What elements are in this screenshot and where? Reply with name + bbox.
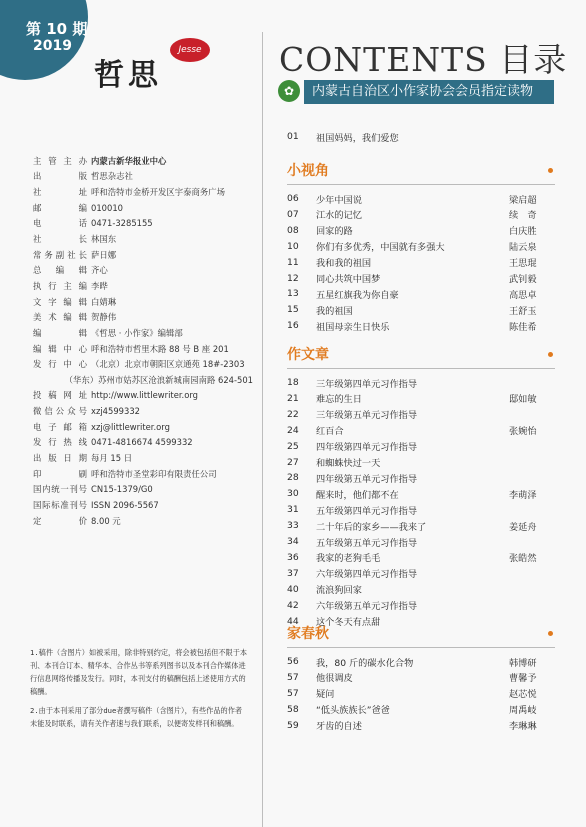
info-row [33,231,253,247]
toc-entry[interactable] [287,207,555,222]
toc-entry[interactable] [287,470,555,485]
info-value: 呼和浩特市金桥开发区宇泰商务广场 [91,187,225,198]
toc-author: 李萌泽 [509,489,537,501]
toc-page-number: 58 [287,703,299,715]
info-value: （北京）北京市朝阳区京通苑 18#-2303 [91,359,245,370]
toc-title: 六年级第五单元习作指导 [316,601,418,613]
toc-page-number: 06 [287,193,299,204]
info-label: 美术编辑 [33,312,87,323]
info-row [33,513,253,529]
toc-title: 五年级第四单元习作指导 [316,505,418,517]
toc-title: 二十年后的家乡——我来了 [316,521,427,533]
toc-page-number: 13 [287,288,299,300]
info-row [33,309,253,325]
info-value: 内蒙古新华报业中心 [91,155,167,166]
toc-entry[interactable] [287,129,555,144]
leaf-icon: ✿ [278,80,300,102]
toc-page-number: 57 [287,687,299,699]
toc-entry[interactable] [287,439,555,454]
toc-author: 张婉怡 [509,426,537,438]
toc-entry[interactable] [287,423,555,438]
toc-page-number: 31 [287,504,299,516]
toc-title: 回家的路 [316,226,353,238]
toc-author: 曹馨予 [509,673,537,685]
toc-author: 高思卓 [509,289,537,301]
info-label: 发行中心 [33,359,87,370]
toc-page-number: 15 [287,304,299,316]
info-row [33,341,253,357]
info-row [33,262,253,278]
info-value: 呼和浩特市哲里木路 88 号 B 座 201 [91,343,229,354]
toc-title: 五星红旗我为你自豪 [316,289,399,301]
info-row [33,356,253,372]
info-value: 010010 [91,202,123,213]
copyright-notes [30,646,248,736]
toc-page-number: 36 [287,551,299,563]
toc-title: 流浪狗回家 [316,585,362,597]
toc-title: 疑问 [316,689,335,701]
toc-title: 醒来时，他们都不在 [316,489,399,501]
toc-page-number: 12 [287,272,299,284]
info-row [33,466,253,482]
info-label: 微信公众号 [33,406,87,417]
toc-title: 我家的老狗毛毛 [316,553,381,565]
toc-entry[interactable] [287,318,555,333]
toc-page-number: 27 [287,456,299,468]
toc-author: 张皓然 [509,553,537,565]
toc-title: 红百合 [316,426,344,438]
toc-title: 难忘的生日 [316,394,362,406]
toc-entry[interactable] [287,598,555,613]
info-value: 贺静伟 [91,312,117,323]
toc-page-number: 59 [287,719,299,731]
toc-page-number: 56 [287,656,299,667]
toc-page-number: 11 [287,256,299,268]
toc-entry[interactable] [287,223,555,238]
toc-entry[interactable] [287,486,555,501]
info-row [33,247,253,263]
toc-page-number: 21 [287,392,299,404]
info-row [33,153,253,169]
info-label: 邮编 [33,202,87,213]
toc-entry[interactable] [287,582,555,597]
info-value: 《哲思 · 小作家》编辑部 [91,327,183,338]
info-label: 发行热线 [33,437,87,448]
info-row [33,403,253,419]
info-value: CN15-1379/G0 [91,484,153,495]
info-row [33,481,253,497]
info-label: 主管主办 [33,155,87,166]
note-2: 2.由于本刊采用了部分due者撰写稿件（含图片），有些作品的作者未能及时联系，请有关作者速与我们联系，以便寄发样刊和稿酬。 [30,706,243,728]
info-label: 编辑中心 [33,343,87,354]
info-label: 总编辑 [33,265,87,276]
toc-entry[interactable] [287,375,555,390]
toc-entry[interactable] [287,566,555,581]
info-label: 国际标准刊号 [33,499,87,510]
info-row [33,450,253,466]
info-value: 呼和浩特市圣堂彩印有限责任公司 [91,468,217,479]
section-title: 家春秋 [287,626,329,642]
toc-author: 梁启超 [509,194,537,206]
info-label: 定价 [33,515,87,526]
contents-title: CONTENTS 目录 [279,40,568,79]
toc-title: 四年级第四单元习作指导 [316,442,418,454]
toc-author: 陆云泉 [509,242,537,254]
section-title: 小视角 [287,163,329,179]
toc-author: 续 奇 [509,210,537,222]
info-row [33,419,253,435]
info-row [33,200,253,216]
toc-page-number: 34 [287,536,299,547]
toc-title: 四年级第五单元习作指导 [316,473,418,485]
toc-entry[interactable] [287,455,555,470]
toc-author: 韩博研 [509,657,537,669]
toc-author: 陈佳希 [509,321,537,333]
toc-title: 这个冬天有点甜 [316,617,381,628]
toc-title: 祖国母亲生日快乐 [316,321,390,333]
info-label: 社长 [33,234,87,245]
toc-entry[interactable] [287,502,555,517]
info-label: 文字编辑 [33,296,87,307]
info-label: 电子邮箱 [33,421,87,432]
info-label: 国内统一刊号 [33,484,87,495]
info-row [33,216,253,232]
info-label: 执行主编 [33,280,87,291]
info-label: 出版日期 [33,452,87,463]
info-row [33,372,253,388]
toc-title: 我的祖国 [316,305,353,317]
toc-title: 同心共筑中国梦 [316,274,381,285]
toc-title: “低头族族长”爸爸 [316,705,390,717]
info-value: 林国东 [91,234,117,245]
section-title: 作文章 [287,347,329,363]
toc-entry[interactable] [287,391,555,406]
toc-entry[interactable] [287,686,555,701]
info-row [33,294,253,310]
toc-entry[interactable] [287,255,555,270]
toc-title: 和蜘蛛快过一天 [316,458,381,469]
info-value: （华东）苏州市姑苏区沧浪新城南园南路 624-501 [64,374,253,385]
toc-page-number: 42 [287,599,299,611]
toc-page-number: 10 [287,240,299,252]
toc-title: 三年级第四单元习作指导 [316,378,418,390]
info-label: 编辑 [33,327,87,338]
info-label: 投稿网址 [33,390,87,401]
toc-entry[interactable] [287,534,555,549]
toc-author: 白庆胜 [509,226,537,238]
magazine-logo: 哲思 [94,58,162,93]
info-value: 白婧琳 [91,296,117,307]
info-value: 哲思杂志社 [91,171,133,182]
section-rule [287,368,555,369]
toc-entry[interactable] [287,718,555,733]
toc-page-number: 30 [287,488,299,500]
info-row [33,184,253,200]
toc-title: 我和我的祖国 [316,258,372,270]
designated-reading-banner: 内蒙古自治区小作家协会会员指定读物 [304,80,554,104]
info-row [33,435,253,451]
info-row [33,278,253,294]
toc-entry[interactable] [287,286,555,301]
toc-title: 江水的记忆 [316,210,362,222]
info-value: ISSN 2096-5567 [91,499,159,510]
info-value: xzj4599332 [91,406,140,417]
column-divider [262,32,263,827]
masthead-info [33,153,253,528]
info-value: 8.00 元 [91,515,121,526]
section-dot-icon [548,631,553,636]
info-value: 萨日娜 [91,249,117,260]
info-label: 常务副社长 [33,249,87,260]
toc-title: 他很调皮 [316,673,353,685]
info-value: 李晔 [91,280,108,291]
toc-entry[interactable] [287,407,555,422]
info-row [33,169,253,185]
toc-title: 你们有多优秀，中国就有多强大 [316,242,445,254]
toc-author: 姜延舟 [509,521,537,533]
info-row [33,497,253,513]
toc-page-number: 25 [287,440,299,452]
toc-title: 祖国妈妈，我们爱您 [316,132,399,144]
toc-entry[interactable] [287,550,555,565]
section-dot-icon [548,168,553,173]
note-1: 1.稿件（含图片）如被采用，除非特别约定，将会被包括但不限于本刊、本刊合订本、精华本、合作丛书等系列图书以及本刊合作媒体进行信息网络传播及发行。同时，本刊支付的稿酬包括上述使用方式的稿酬。 [30,648,248,696]
red-seal-logo: Jesse [170,38,210,62]
issue-year: 2019 [33,38,72,54]
toc-page-number: 16 [287,320,299,332]
toc-entry[interactable] [287,271,555,286]
info-value: 0471-4816674 4599332 [91,437,193,448]
info-row [33,325,253,341]
toc-page-number: 28 [287,472,299,484]
toc-title: 我，80 斤的碳水化合物 [316,657,414,669]
toc-page-number: 01 [287,131,299,142]
toc-author: 邸如敏 [509,394,537,406]
toc-title: 六年级第四单元习作指导 [316,569,418,581]
toc-author: 周禹岐 [509,705,537,717]
toc-entry[interactable] [287,302,555,317]
toc-title: 少年中国说 [316,194,362,206]
info-label: 出版 [33,171,87,182]
info-row [33,388,253,404]
info-label: 电话 [33,218,87,229]
toc-author: 武钊毅 [509,274,537,285]
info-label: 印刷 [33,468,87,479]
toc-author: 赵芯悦 [509,689,537,701]
info-value: xzj@littlewriter.org [91,421,170,432]
toc-page-number: 08 [287,224,299,236]
toc-page-number: 40 [287,583,299,595]
section-rule [287,184,555,185]
info-value: 齐心 [91,265,108,276]
toc-entry[interactable] [287,702,555,717]
toc-page-number: 33 [287,520,299,532]
toc-entry[interactable] [287,654,555,669]
toc-author: 王思琨 [509,258,537,270]
toc-page-number: 37 [287,567,299,579]
toc-page-number: 18 [287,377,299,388]
info-value: 每月 15 日 [91,452,133,463]
toc-title: 牙齿的自述 [316,721,362,733]
section-dot-icon [548,352,553,357]
toc-entry[interactable] [287,191,555,206]
toc-page-number: 07 [287,208,299,220]
toc-page-number: 24 [287,424,299,436]
toc-entry[interactable] [287,239,555,254]
toc-page-number: 22 [287,408,299,420]
info-value: 0471-3285155 [91,218,153,229]
toc-title: 五年级第五单元习作指导 [316,537,418,549]
toc-page-number: 44 [287,615,299,627]
issue-number: 第 10 期 [26,20,88,38]
toc-author: 李琳琳 [509,721,537,733]
toc-title: 三年级第五单元习作指导 [316,410,418,422]
toc-author: 王舒玉 [509,305,537,317]
toc-page-number: 57 [287,671,299,683]
toc-entry[interactable] [287,518,555,533]
section-rule [287,647,555,648]
info-label: 社址 [33,187,87,198]
toc-entry[interactable] [287,670,555,685]
info-value: http://www.littlewriter.org [91,390,198,401]
